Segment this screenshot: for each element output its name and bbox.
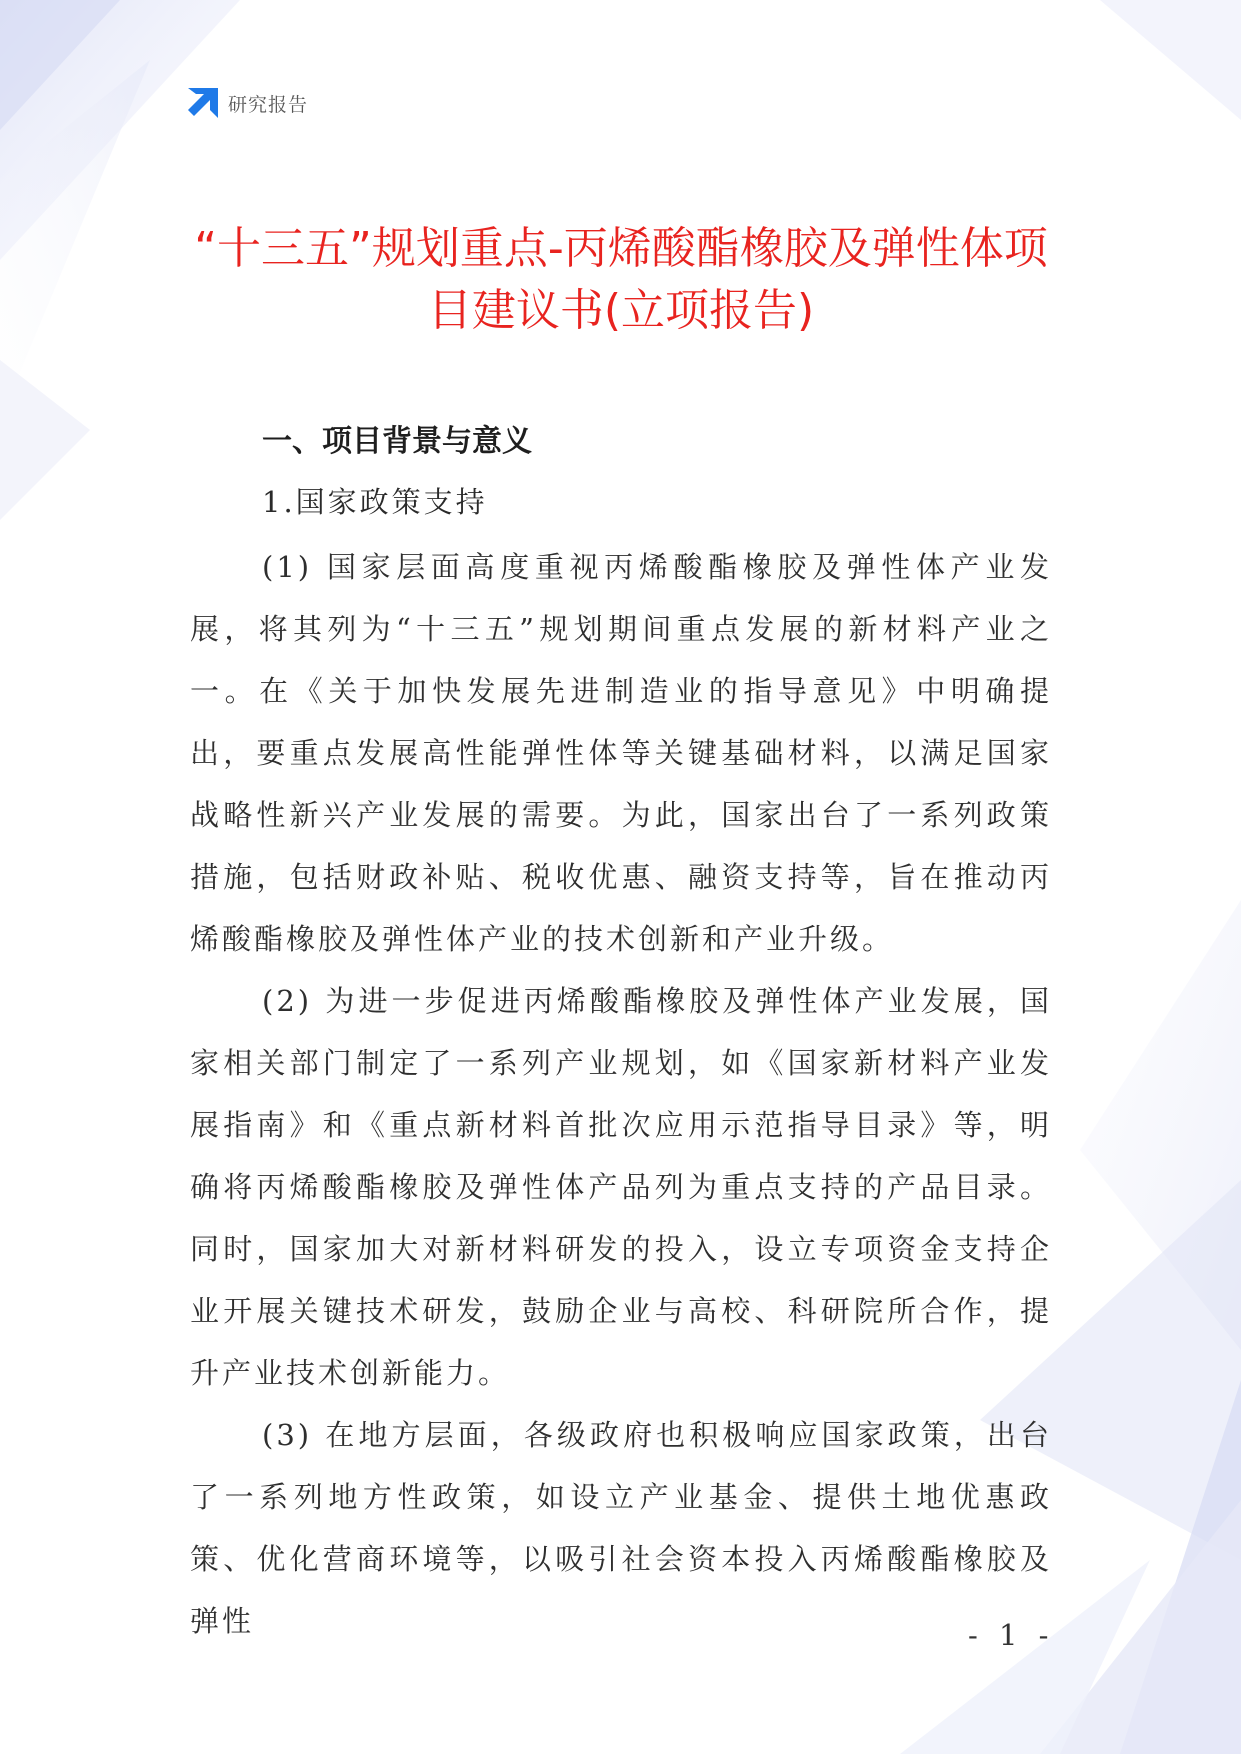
section-heading: 一、项目背景与意义 xyxy=(262,424,532,459)
arrow-up-right-icon xyxy=(186,88,218,118)
brand-text: 研究报告 xyxy=(228,93,309,116)
paragraph-1: (1) 国家层面高度重视丙烯酸酯橡胶及弹性体产业发展，将其列为“十三五”规划期间重点发展的新材料产业之一。在《关于加快发展先进制造业的指导意见》中明确提出，要重点发展高性能弹性体等关键基础材料，以满足国家战略性新兴产业发展的需要。为此，国家出台了一系列政策措施，包括财政补贴、税收优惠、融资支持等，旨在推动丙烯酸酯橡胶及弹性体产业的技术创新和产业升级。 xyxy=(190,550,1052,956)
document-title: “十三五”规划重点-丙烯酸酯橡胶及弹性体项目建议书(立项报告) xyxy=(194,223,1048,336)
paragraph-2: (2) 为进一步促进丙烯酸酯橡胶及弹性体产业发展，国家相关部门制定了一系列产业规划，如《国家新材料产业发展指南》和《重点新材料首批次应用示范指导目录》等，明确将丙烯酸酯橡胶及弹性体产品列为重点支持的产品目录。同时，国家加大对新材料研发的投入，设立专项资金支持企业开展关键技术研发，鼓励企业与高校、科研院所合作，提升产业技术创新能力。 xyxy=(190,984,1052,1390)
paragraph-3: (3) 在地方层面，各级政府也积极响应国家政策，出台了一系列地方性政策，如设立产业基金、提供土地优惠政策、优化营商环境等，以吸引社会资本投入丙烯酸酯橡胶及弹性 xyxy=(190,1418,1052,1638)
sub-heading: 1.国家政策支持 xyxy=(262,485,488,519)
document-body xyxy=(190,412,1052,1652)
brand-header xyxy=(186,88,308,118)
page-number: - 1 - xyxy=(968,1618,1055,1652)
